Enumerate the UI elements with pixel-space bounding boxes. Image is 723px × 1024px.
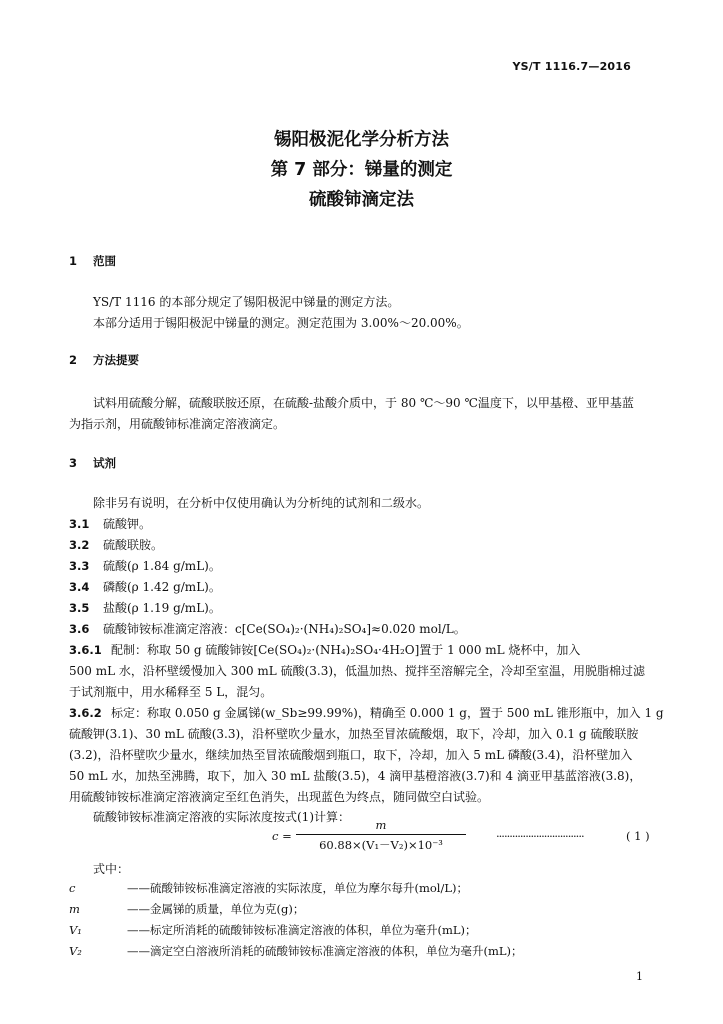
item-number: 3.6.2: [69, 706, 102, 720]
item-text: 硫酸联胺。: [103, 538, 164, 552]
item-text: 盐酸(ρ 1.19 g/mL)。: [103, 601, 221, 615]
section-3-intro: 除非另有说明，在分析中仅使用确认为分析纯的试剂和二级水。: [93, 496, 430, 510]
item-number: 3.4: [69, 580, 90, 594]
item-text: 硫酸钾。: [103, 517, 152, 531]
section-number: 1: [69, 254, 78, 268]
section-3-heading: [69, 455, 116, 471]
section-1-paragraph-1: YS/T 1116 的本部分规定了锡阳极泥中锑量的测定方法。: [93, 295, 400, 309]
subclause-text: 配制：称取 50 g 硫酸铈铵[Ce(SO₄)₂·(NH₄)₂SO₄·4H₂O]置于 1 000 mL 烧杯中，加入: [111, 643, 581, 657]
variable-text: ——硫酸铈铵标准滴定溶液的实际浓度，单位为摩尔每升(mol/L)；: [127, 881, 468, 895]
subclause-3-6-2-line-2: 硫酸钾(3.1)、30 mL 硫酸(3.3)，沿杯壁吹少量水，加热至冒浓硫酸烟，取下，冷却，加入 0.1 g 硫酸联胺: [69, 727, 639, 741]
item-text: 磷酸(ρ 1.42 g/mL)。: [103, 580, 221, 594]
subclause-3-6-2-line-6: 硫酸铈铵标准滴定溶液的实际浓度按式(1)计算：: [93, 810, 350, 824]
variable-symbol: c: [69, 881, 76, 895]
item-number: 3.3: [69, 559, 90, 573]
item-number: 3.2: [69, 538, 90, 552]
subclause-3-6-1-line-2: 500 mL 水，沿杯壁缓慢加入 300 mL 硫酸(3.3)，低温加热、搅拌至溶解完全，冷却至室温，用脱脂棉过滤: [69, 664, 646, 678]
section-number: 2: [69, 353, 78, 367]
section-2-line-2: 为指示剂，用硫酸铈标准滴定溶液滴定。: [69, 417, 286, 431]
title-line-1: 锡阳极泥化学分析方法: [274, 130, 449, 150]
subclause-3-6-2-line-3: (3.2)，沿杯壁吹少量水，继续加热至冒浓硫酸烟到瓶口，取下，冷却，加入 5 mL 磷酸(3.4)，沿杯壁加入: [69, 748, 633, 762]
section-2-line-1: 试料用硫酸分解，硫酸联胺还原，在硫酸-盐酸介质中，于 80 ℃～90 ℃温度下，以甲基橙、亚甲基蓝: [93, 396, 634, 410]
variable-text: ——滴定空白溶液所消耗的硫酸铈铵标准滴定溶液的体积，单位为毫升(mL)；: [127, 944, 523, 958]
subclause-text: 标定：称取 0.050 g 金属锑(w_Sb≥99.99%)，精确至 0.000 1 g，置于 500 mL 锥形瓶中，加入 1 g: [111, 706, 664, 720]
variable-definition: [69, 922, 477, 938]
item-number: 3.5: [69, 601, 90, 615]
formula-fraction: [296, 818, 466, 853]
subclause-3-6-2-line-5: 用硫酸铈铵标准滴定溶液滴定至红色消失，出现蓝色为终点，随同做空白试验。: [69, 790, 490, 804]
section-title: 试剂: [93, 456, 116, 470]
reagent-item: [69, 536, 163, 553]
formula-numerator: m: [375, 818, 387, 832]
section-1-heading: [69, 253, 116, 269]
title-line-3: 硫酸铈滴定法: [309, 190, 414, 210]
title-line-2: 第 7 部分：锑量的测定: [270, 160, 453, 180]
item-text: 硫酸(ρ 1.84 g/mL)。: [103, 559, 221, 573]
formula-denominator: 60.88×(V₁－V₂)×10⁻³: [319, 838, 443, 852]
formula-leader-dots: ·································: [496, 829, 584, 843]
subclause-3-6-1: [69, 641, 580, 658]
reagent-item: [69, 578, 221, 595]
variable-definition: [69, 943, 523, 959]
section-title: 方法提要: [93, 353, 139, 367]
item-text: 硫酸铈铵标准滴定溶液：c[Ce(SO₄)₂·(NH₄)₂SO₄]≈0.020 mol/L。: [103, 622, 466, 636]
subclause-3-6-2: [69, 704, 664, 721]
reagent-item: [69, 599, 221, 616]
variable-symbol: V₁: [69, 923, 82, 937]
subclause-3-6-2-line-4: 50 mL 水，加热至沸腾，取下，加入 30 mL 盐酸(3.5)，4 滴甲基橙溶液(3.7)和 4 滴亚甲基蓝溶液(3.8)，: [69, 769, 642, 783]
formula-equation-number: ( 1 ): [626, 829, 650, 843]
section-number: 3: [69, 456, 78, 470]
standard-number: YS/T 1116.7—2016: [512, 60, 631, 73]
variable-definition: [69, 901, 304, 917]
page-number: 1: [636, 970, 643, 983]
item-number: 3.1: [69, 517, 90, 531]
variable-text: ——标定所消耗的硫酸铈铵标准滴定溶液的体积，单位为毫升(mL)；: [127, 923, 477, 937]
variable-symbol: m: [69, 902, 80, 916]
subclause-3-6-1-line-3: 于试剂瓶中，用水稀释至 5 L，混匀。: [69, 685, 273, 699]
reagent-item: [69, 557, 221, 574]
reagent-item: [69, 620, 466, 637]
section-1-paragraph-2: 本部分适用于锡阳极泥中锑量的测定。测定范围为 3.00%～20.00%。: [93, 316, 469, 330]
variable-text: ——金属锑的质量，单位为克(g)；: [127, 902, 305, 916]
formula-lhs: c =: [272, 829, 292, 843]
where-label: 式中：: [93, 862, 130, 876]
fraction-bar: [296, 834, 466, 835]
reagent-item: [69, 515, 151, 532]
section-2-heading: [69, 352, 139, 368]
section-title: 范围: [93, 254, 116, 268]
variable-symbol: V₂: [69, 944, 82, 958]
variable-definition: [69, 880, 468, 896]
item-number: 3.6: [69, 622, 90, 636]
item-number: 3.6.1: [69, 643, 102, 657]
